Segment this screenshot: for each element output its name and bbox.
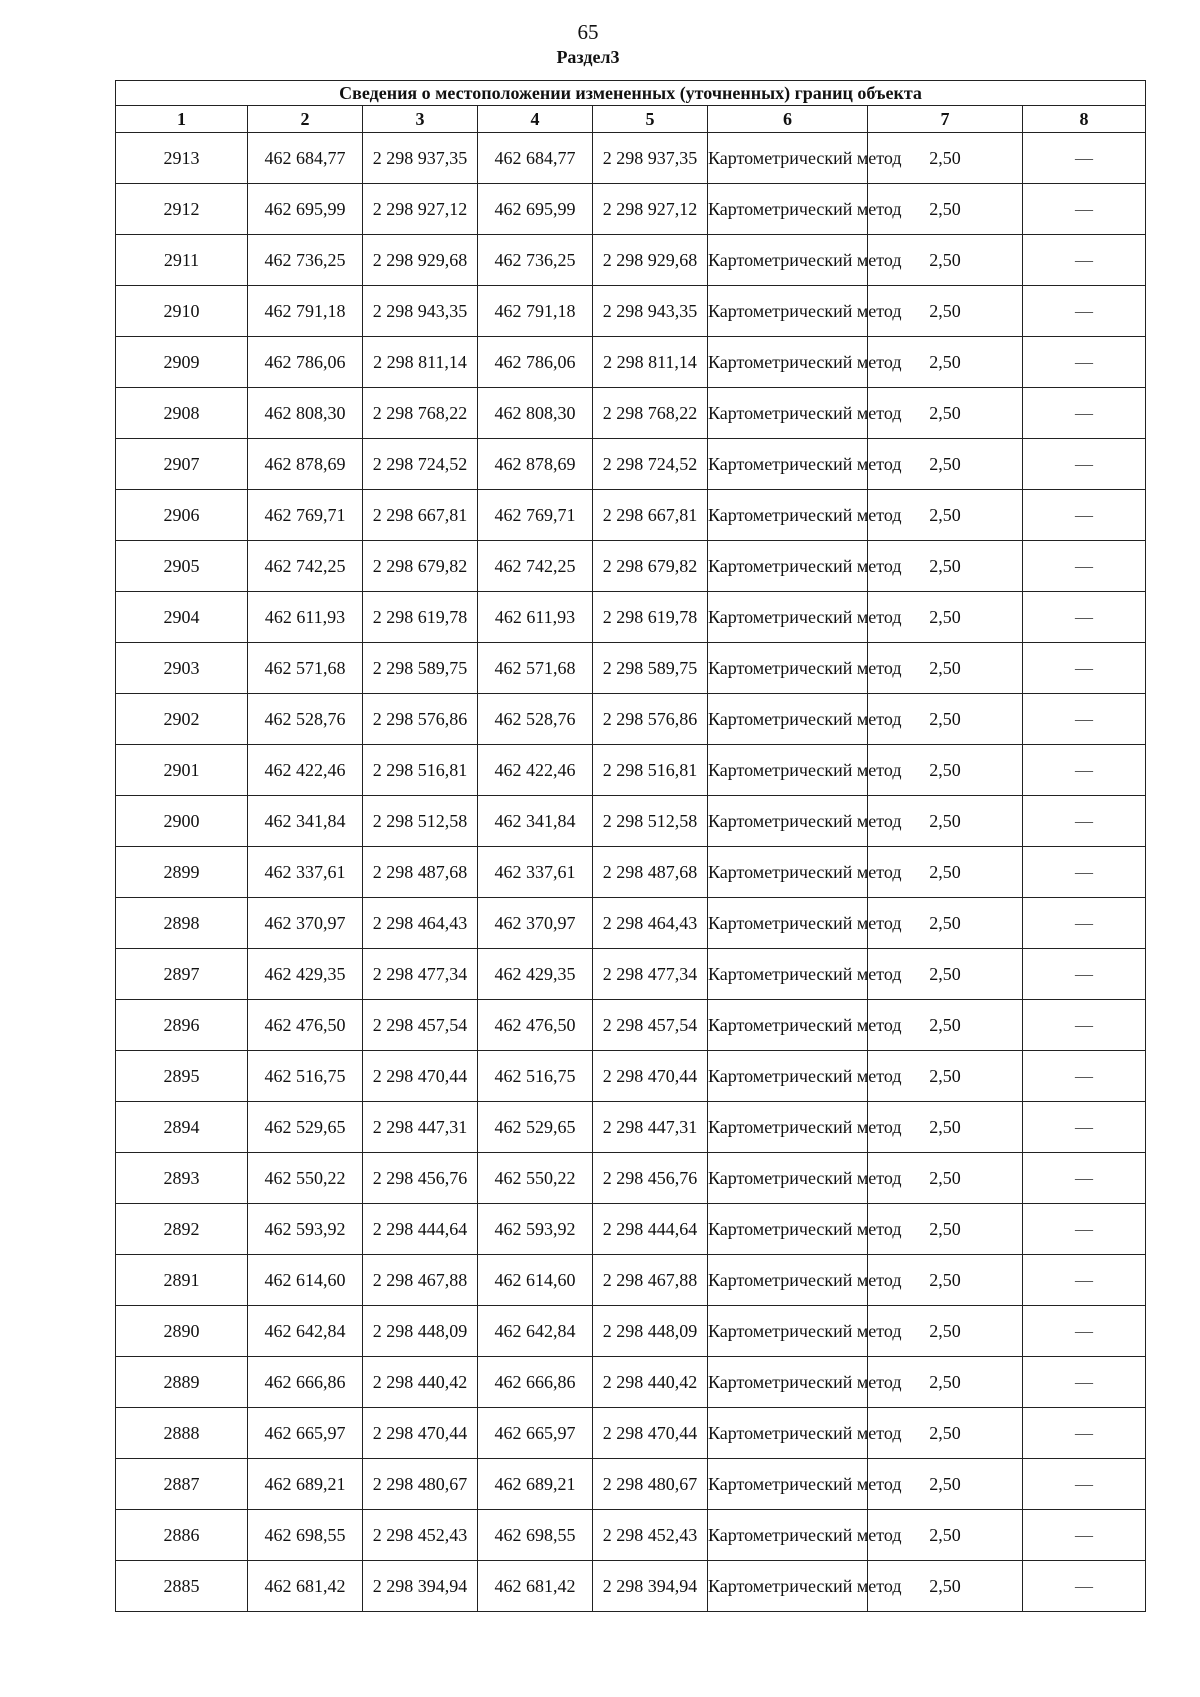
point-number-cell: 2909 — [116, 337, 248, 388]
point-number-cell: 2897 — [116, 949, 248, 1000]
x-existing-cell: 462 337,61 — [248, 847, 363, 898]
table-row — [116, 949, 1146, 1000]
table-row — [116, 235, 1146, 286]
x-existing-cell: 462 791,18 — [248, 286, 363, 337]
accuracy-cell: 2,50 — [868, 592, 1023, 643]
accuracy-cell: 2,50 — [868, 286, 1023, 337]
accuracy-cell: 2,50 — [868, 1510, 1023, 1561]
y-existing-cell: 2 298 927,12 — [363, 184, 478, 235]
x-existing-cell: 462 689,21 — [248, 1459, 363, 1510]
x-existing-cell: 462 786,06 — [248, 337, 363, 388]
method-cell: Картометрический метод — [708, 1153, 868, 1204]
x-refined-cell: 462 571,68 — [478, 643, 593, 694]
y-refined-cell: 2 298 487,68 — [593, 847, 708, 898]
table-row — [116, 1051, 1146, 1102]
x-existing-cell: 462 422,46 — [248, 745, 363, 796]
y-existing-cell: 2 298 457,54 — [363, 1000, 478, 1051]
method-cell: Картометрический метод — [708, 235, 868, 286]
y-refined-cell: 2 298 619,78 — [593, 592, 708, 643]
y-existing-cell: 2 298 487,68 — [363, 847, 478, 898]
accuracy-cell: 2,50 — [868, 1408, 1023, 1459]
description-cell: — — [1023, 592, 1146, 643]
y-existing-cell: 2 298 444,64 — [363, 1204, 478, 1255]
accuracy-cell: 2,50 — [868, 796, 1023, 847]
x-existing-cell: 462 611,93 — [248, 592, 363, 643]
method-cell: Картометрический метод — [708, 1000, 868, 1051]
y-refined-cell: 2 298 440,42 — [593, 1357, 708, 1408]
description-cell: — — [1023, 745, 1146, 796]
table-row — [116, 286, 1146, 337]
point-number-cell: 2890 — [116, 1306, 248, 1357]
y-refined-cell: 2 298 943,35 — [593, 286, 708, 337]
x-existing-cell: 462 529,65 — [248, 1102, 363, 1153]
section-title: Раздел3 — [556, 47, 620, 67]
x-existing-cell: 462 370,97 — [248, 898, 363, 949]
y-existing-cell: 2 298 512,58 — [363, 796, 478, 847]
y-existing-cell: 2 298 667,81 — [363, 490, 478, 541]
accuracy-cell: 2,50 — [868, 184, 1023, 235]
description-cell: — — [1023, 337, 1146, 388]
table-row — [116, 337, 1146, 388]
description-cell: — — [1023, 286, 1146, 337]
accuracy-cell: 2,50 — [868, 1153, 1023, 1204]
description-cell: — — [1023, 439, 1146, 490]
y-refined-cell: 2 298 467,88 — [593, 1255, 708, 1306]
accuracy-cell: 2,50 — [868, 745, 1023, 796]
method-cell: Картометрический метод — [708, 1255, 868, 1306]
table-row — [116, 490, 1146, 541]
description-cell: — — [1023, 1357, 1146, 1408]
x-refined-cell: 462 684,77 — [478, 133, 593, 184]
table-row — [116, 745, 1146, 796]
x-existing-cell: 462 429,35 — [248, 949, 363, 1000]
column-number: 8 — [1023, 106, 1146, 133]
table-row — [116, 847, 1146, 898]
description-cell: — — [1023, 541, 1146, 592]
point-number-cell: 2885 — [116, 1561, 248, 1612]
y-refined-cell: 2 298 937,35 — [593, 133, 708, 184]
x-refined-cell: 462 878,69 — [478, 439, 593, 490]
table-row — [116, 1357, 1146, 1408]
point-number-cell: 2913 — [116, 133, 248, 184]
y-refined-cell: 2 298 394,94 — [593, 1561, 708, 1612]
x-existing-cell: 462 742,25 — [248, 541, 363, 592]
point-number-cell: 2887 — [116, 1459, 248, 1510]
description-cell: — — [1023, 490, 1146, 541]
accuracy-cell: 2,50 — [868, 337, 1023, 388]
x-existing-cell: 462 341,84 — [248, 796, 363, 847]
method-cell: Картометрический метод — [708, 694, 868, 745]
point-number-cell: 2898 — [116, 898, 248, 949]
y-refined-cell: 2 298 724,52 — [593, 439, 708, 490]
y-refined-cell: 2 298 589,75 — [593, 643, 708, 694]
table-row — [116, 541, 1146, 592]
accuracy-cell: 2,50 — [868, 1000, 1023, 1051]
column-number: 7 — [868, 106, 1023, 133]
x-refined-cell: 462 681,42 — [478, 1561, 593, 1612]
y-refined-cell: 2 298 512,58 — [593, 796, 708, 847]
point-number-cell: 2893 — [116, 1153, 248, 1204]
table-row — [116, 1561, 1146, 1612]
table-row — [116, 388, 1146, 439]
y-existing-cell: 2 298 724,52 — [363, 439, 478, 490]
x-existing-cell: 462 769,71 — [248, 490, 363, 541]
y-refined-cell: 2 298 516,81 — [593, 745, 708, 796]
point-number-cell: 2896 — [116, 1000, 248, 1051]
y-refined-cell: 2 298 811,14 — [593, 337, 708, 388]
x-refined-cell: 462 611,93 — [478, 592, 593, 643]
x-existing-cell: 462 736,25 — [248, 235, 363, 286]
y-refined-cell: 2 298 452,43 — [593, 1510, 708, 1561]
y-refined-cell: 2 298 448,09 — [593, 1306, 708, 1357]
x-refined-cell: 462 370,97 — [478, 898, 593, 949]
point-number-cell: 2903 — [116, 643, 248, 694]
x-existing-cell: 462 665,97 — [248, 1408, 363, 1459]
point-number-cell: 2902 — [116, 694, 248, 745]
x-refined-cell: 462 528,76 — [478, 694, 593, 745]
method-cell: Картометрический метод — [708, 1204, 868, 1255]
y-existing-cell: 2 298 768,22 — [363, 388, 478, 439]
table-row — [116, 796, 1146, 847]
description-cell: — — [1023, 1561, 1146, 1612]
method-cell: Картометрический метод — [708, 439, 868, 490]
y-existing-cell: 2 298 576,86 — [363, 694, 478, 745]
x-refined-cell: 462 429,35 — [478, 949, 593, 1000]
table-row — [116, 1408, 1146, 1459]
method-cell: Картометрический метод — [708, 1306, 868, 1357]
accuracy-cell: 2,50 — [868, 388, 1023, 439]
x-refined-cell: 462 695,99 — [478, 184, 593, 235]
table-row — [116, 1510, 1146, 1561]
table-row — [116, 1000, 1146, 1051]
method-cell: Картометрический метод — [708, 643, 868, 694]
description-cell: — — [1023, 1204, 1146, 1255]
x-refined-cell: 462 808,30 — [478, 388, 593, 439]
method-cell: Картометрический метод — [708, 184, 868, 235]
x-existing-cell: 462 681,42 — [248, 1561, 363, 1612]
accuracy-cell: 2,50 — [868, 1357, 1023, 1408]
table-row — [116, 592, 1146, 643]
point-number-cell: 2894 — [116, 1102, 248, 1153]
y-existing-cell: 2 298 470,44 — [363, 1408, 478, 1459]
x-refined-cell: 462 422,46 — [478, 745, 593, 796]
description-cell: — — [1023, 949, 1146, 1000]
description-cell: — — [1023, 1153, 1146, 1204]
x-refined-cell: 462 665,97 — [478, 1408, 593, 1459]
description-cell: — — [1023, 184, 1146, 235]
x-refined-cell: 462 614,60 — [478, 1255, 593, 1306]
y-existing-cell: 2 298 467,88 — [363, 1255, 478, 1306]
y-existing-cell: 2 298 943,35 — [363, 286, 478, 337]
description-cell: — — [1023, 643, 1146, 694]
description-cell: — — [1023, 388, 1146, 439]
y-refined-cell: 2 298 447,31 — [593, 1102, 708, 1153]
x-refined-cell: 462 476,50 — [478, 1000, 593, 1051]
y-existing-cell: 2 298 937,35 — [363, 133, 478, 184]
table-row — [116, 694, 1146, 745]
method-cell: Картометрический метод — [708, 286, 868, 337]
accuracy-cell: 2,50 — [868, 439, 1023, 490]
column-number: 4 — [478, 106, 593, 133]
method-cell: Картометрический метод — [708, 1459, 868, 1510]
method-cell: Картометрический метод — [708, 1408, 868, 1459]
x-refined-cell: 462 689,21 — [478, 1459, 593, 1510]
y-existing-cell: 2 298 394,94 — [363, 1561, 478, 1612]
method-cell: Картометрический метод — [708, 541, 868, 592]
table-row — [116, 1204, 1146, 1255]
description-cell: — — [1023, 796, 1146, 847]
method-cell: Картометрический метод — [708, 1051, 868, 1102]
accuracy-cell: 2,50 — [868, 235, 1023, 286]
y-existing-cell: 2 298 619,78 — [363, 592, 478, 643]
x-existing-cell: 462 666,86 — [248, 1357, 363, 1408]
y-existing-cell: 2 298 448,09 — [363, 1306, 478, 1357]
y-refined-cell: 2 298 464,43 — [593, 898, 708, 949]
y-existing-cell: 2 298 447,31 — [363, 1102, 478, 1153]
y-existing-cell: 2 298 480,67 — [363, 1459, 478, 1510]
x-refined-cell: 462 337,61 — [478, 847, 593, 898]
column-number: 2 — [248, 106, 363, 133]
table-title: Сведения о местоположении измененных (уточненных) границ объекта — [116, 81, 1146, 106]
accuracy-cell: 2,50 — [868, 694, 1023, 745]
x-existing-cell: 462 614,60 — [248, 1255, 363, 1306]
y-existing-cell: 2 298 589,75 — [363, 643, 478, 694]
accuracy-cell: 2,50 — [868, 847, 1023, 898]
description-cell: — — [1023, 133, 1146, 184]
method-cell: Картометрический метод — [708, 337, 868, 388]
column-number: 1 — [116, 106, 248, 133]
point-number-cell: 2908 — [116, 388, 248, 439]
y-refined-cell: 2 298 456,76 — [593, 1153, 708, 1204]
y-existing-cell: 2 298 477,34 — [363, 949, 478, 1000]
x-existing-cell: 462 516,75 — [248, 1051, 363, 1102]
accuracy-cell: 2,50 — [868, 1204, 1023, 1255]
point-number-cell: 2912 — [116, 184, 248, 235]
y-refined-cell: 2 298 667,81 — [593, 490, 708, 541]
x-refined-cell: 462 736,25 — [478, 235, 593, 286]
method-cell: Картометрический метод — [708, 1102, 868, 1153]
point-number-cell: 2892 — [116, 1204, 248, 1255]
y-existing-cell: 2 298 516,81 — [363, 745, 478, 796]
column-number: 3 — [363, 106, 478, 133]
x-refined-cell: 462 642,84 — [478, 1306, 593, 1357]
method-cell: Картометрический метод — [708, 1510, 868, 1561]
x-existing-cell: 462 476,50 — [248, 1000, 363, 1051]
table-row — [116, 1459, 1146, 1510]
point-number-cell: 2906 — [116, 490, 248, 541]
table-row — [116, 184, 1146, 235]
accuracy-cell: 2,50 — [868, 1561, 1023, 1612]
y-refined-cell: 2 298 929,68 — [593, 235, 708, 286]
point-number-cell: 2888 — [116, 1408, 248, 1459]
y-refined-cell: 2 298 444,64 — [593, 1204, 708, 1255]
y-existing-cell: 2 298 440,42 — [363, 1357, 478, 1408]
method-cell: Картометрический метод — [708, 490, 868, 541]
point-number-cell: 2886 — [116, 1510, 248, 1561]
accuracy-cell: 2,50 — [868, 1051, 1023, 1102]
x-refined-cell: 462 769,71 — [478, 490, 593, 541]
column-number: 5 — [593, 106, 708, 133]
boundary-coordinates-table — [115, 80, 1146, 1612]
description-cell: — — [1023, 694, 1146, 745]
accuracy-cell: 2,50 — [868, 643, 1023, 694]
y-existing-cell: 2 298 811,14 — [363, 337, 478, 388]
method-cell: Картометрический метод — [708, 949, 868, 1000]
y-refined-cell: 2 298 679,82 — [593, 541, 708, 592]
x-refined-cell: 462 698,55 — [478, 1510, 593, 1561]
x-existing-cell: 462 571,68 — [248, 643, 363, 694]
description-cell: — — [1023, 235, 1146, 286]
x-existing-cell: 462 698,55 — [248, 1510, 363, 1561]
table-body — [116, 133, 1146, 1612]
table-row — [116, 1102, 1146, 1153]
x-refined-cell: 462 516,75 — [478, 1051, 593, 1102]
y-refined-cell: 2 298 470,44 — [593, 1408, 708, 1459]
method-cell: Картометрический метод — [708, 898, 868, 949]
point-number-cell: 2905 — [116, 541, 248, 592]
description-cell: — — [1023, 898, 1146, 949]
point-number-cell: 2911 — [116, 235, 248, 286]
point-number-cell: 2899 — [116, 847, 248, 898]
method-cell: Картометрический метод — [708, 796, 868, 847]
accuracy-cell: 2,50 — [868, 490, 1023, 541]
y-refined-cell: 2 298 576,86 — [593, 694, 708, 745]
x-existing-cell: 462 528,76 — [248, 694, 363, 745]
y-existing-cell: 2 298 929,68 — [363, 235, 478, 286]
point-number-cell: 2910 — [116, 286, 248, 337]
table-row — [116, 133, 1146, 184]
description-cell: — — [1023, 1510, 1146, 1561]
y-existing-cell: 2 298 456,76 — [363, 1153, 478, 1204]
x-refined-cell: 462 341,84 — [478, 796, 593, 847]
x-existing-cell: 462 593,92 — [248, 1204, 363, 1255]
point-number-cell: 2895 — [116, 1051, 248, 1102]
x-existing-cell: 462 878,69 — [248, 439, 363, 490]
y-existing-cell: 2 298 470,44 — [363, 1051, 478, 1102]
point-number-cell: 2904 — [116, 592, 248, 643]
description-cell: — — [1023, 1306, 1146, 1357]
y-existing-cell: 2 298 452,43 — [363, 1510, 478, 1561]
point-number-cell: 2891 — [116, 1255, 248, 1306]
x-refined-cell: 462 786,06 — [478, 337, 593, 388]
y-refined-cell: 2 298 927,12 — [593, 184, 708, 235]
accuracy-cell: 2,50 — [868, 1306, 1023, 1357]
y-refined-cell: 2 298 768,22 — [593, 388, 708, 439]
x-refined-cell: 462 593,92 — [478, 1204, 593, 1255]
accuracy-cell: 2,50 — [868, 541, 1023, 592]
x-refined-cell: 462 666,86 — [478, 1357, 593, 1408]
y-existing-cell: 2 298 464,43 — [363, 898, 478, 949]
description-cell: — — [1023, 1102, 1146, 1153]
point-number-cell: 2889 — [116, 1357, 248, 1408]
x-existing-cell: 462 642,84 — [248, 1306, 363, 1357]
description-cell: — — [1023, 1051, 1146, 1102]
x-refined-cell: 462 791,18 — [478, 286, 593, 337]
method-cell: Картометрический метод — [708, 388, 868, 439]
accuracy-cell: 2,50 — [868, 1459, 1023, 1510]
accuracy-cell: 2,50 — [868, 898, 1023, 949]
x-existing-cell: 462 684,77 — [248, 133, 363, 184]
y-refined-cell: 2 298 457,54 — [593, 1000, 708, 1051]
point-number-cell: 2901 — [116, 745, 248, 796]
description-cell: — — [1023, 1000, 1146, 1051]
description-cell: — — [1023, 1255, 1146, 1306]
column-number: 6 — [708, 106, 868, 133]
accuracy-cell: 2,50 — [868, 949, 1023, 1000]
y-existing-cell: 2 298 679,82 — [363, 541, 478, 592]
y-refined-cell: 2 298 477,34 — [593, 949, 708, 1000]
method-cell: Картометрический метод — [708, 133, 868, 184]
point-number-cell: 2907 — [116, 439, 248, 490]
method-cell: Картометрический метод — [708, 592, 868, 643]
x-existing-cell: 462 550,22 — [248, 1153, 363, 1204]
y-refined-cell: 2 298 470,44 — [593, 1051, 708, 1102]
accuracy-cell: 2,50 — [868, 1102, 1023, 1153]
table-row — [116, 643, 1146, 694]
accuracy-cell: 2,50 — [868, 1255, 1023, 1306]
accuracy-cell: 2,50 — [868, 133, 1023, 184]
y-refined-cell: 2 298 480,67 — [593, 1459, 708, 1510]
method-cell: Картометрический метод — [708, 847, 868, 898]
description-cell: — — [1023, 1459, 1146, 1510]
table-row — [116, 439, 1146, 490]
page-number: 65 — [577, 20, 599, 44]
table-row — [116, 1153, 1146, 1204]
method-cell: Картометрический метод — [708, 745, 868, 796]
method-cell: Картометрический метод — [708, 1357, 868, 1408]
x-refined-cell: 462 529,65 — [478, 1102, 593, 1153]
description-cell: — — [1023, 847, 1146, 898]
x-existing-cell: 462 695,99 — [248, 184, 363, 235]
table-row — [116, 1255, 1146, 1306]
table-row — [116, 898, 1146, 949]
x-existing-cell: 462 808,30 — [248, 388, 363, 439]
table-row — [116, 1306, 1146, 1357]
description-cell: — — [1023, 1408, 1146, 1459]
x-refined-cell: 462 550,22 — [478, 1153, 593, 1204]
method-cell: Картометрический метод — [708, 1561, 868, 1612]
x-refined-cell: 462 742,25 — [478, 541, 593, 592]
point-number-cell: 2900 — [116, 796, 248, 847]
